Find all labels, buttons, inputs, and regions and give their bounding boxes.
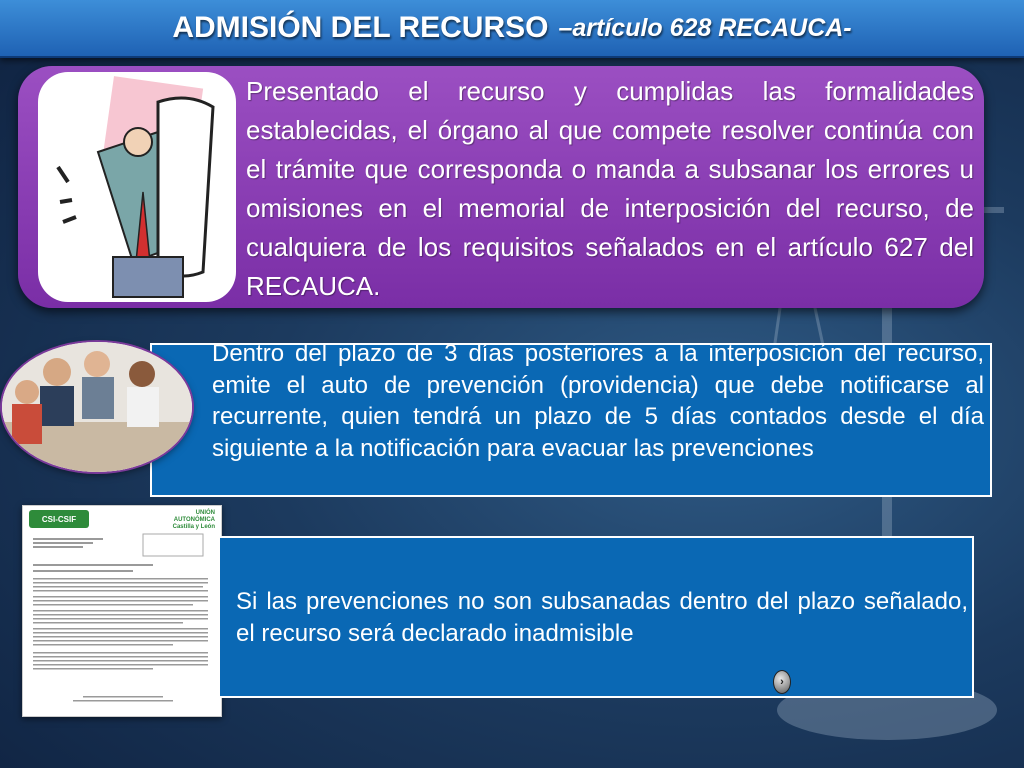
clipart-frame: [38, 72, 236, 302]
man-reading-scroll-icon: [38, 72, 236, 302]
csif-logo: CSI-CSIF: [29, 510, 89, 528]
document-image: [22, 505, 222, 717]
page-title: [0, 0, 1024, 56]
title-main: ADMISIÓN DEL RECURSO: [172, 11, 549, 44]
purple-panel-text: Presentado el recurso y cumplidas las formalidades establecidas, el órgano al que compete resolver continúa con el trámite que corresponda o manda a subsanar los errores u omisiones en el memorial de interposición del recurso, de cualquiera de los requisitos señalados en el artículo 627 del RECAUCA.: [246, 76, 974, 301]
navigation-button-icon[interactable]: ›: [773, 670, 791, 694]
blue-panel-1-text: Dentro del plazo de 3 días posteriores a la interposición del recurso, emite el auto de prevención (providencia) que debe notificarse al recurrente, quien tendrá un plazo de 5 días contados desde el día siguiente a la notificación para evacuar las prevenciones: [212, 340, 984, 462]
blue-panel-2-text: Si las prevenciones no son subsanadas dentro del plazo señalado, el recurso será declarado inadmisible: [236, 588, 968, 647]
title-subtitle: –artículo 628 RECAUCA-: [558, 13, 852, 42]
business-meeting-photo: [2, 342, 192, 472]
document-text-lines: [23, 506, 221, 716]
union-header: UNIÓN AUTONÓMICA Castilla y León: [172, 510, 215, 530]
